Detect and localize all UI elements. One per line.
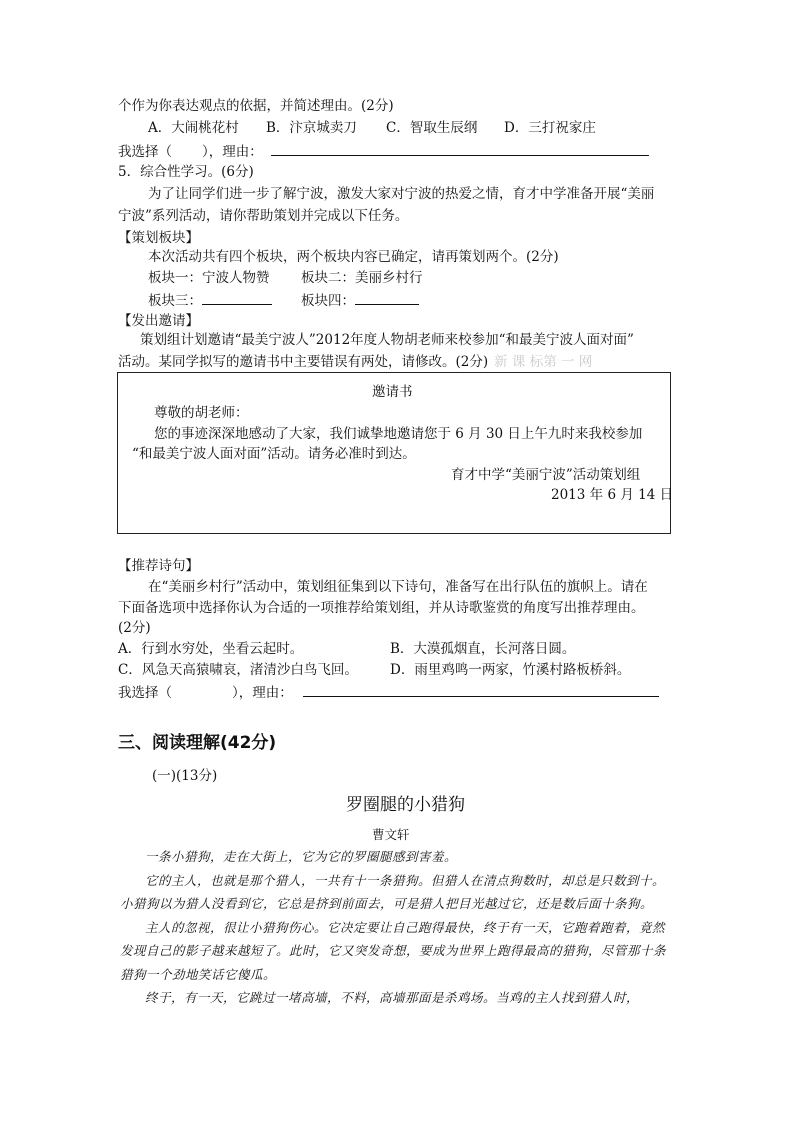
- letter-greeting: 尊敬的胡老师：: [154, 405, 249, 421]
- story-author: 曹文轩: [372, 827, 410, 842]
- poem-option-a: A．行到水穷处，坐看云起时。: [118, 641, 304, 657]
- invite-desc-line1: 策划组计划邀请“最美宁波人”2012年度人物胡老师来校参加“和最美宁波人面对面”: [140, 332, 634, 348]
- q4-answer-label: 我选择（: [118, 144, 172, 160]
- letter-body-line1: 您的事迹深深地感动了大家，我们诚挚地邀请您于 6 月 30 日上午九时来我校参加: [154, 426, 643, 442]
- invite-header: 【发出邀请】: [118, 313, 199, 329]
- story-body: [120, 845, 676, 1010]
- plan-block3-blank[interactable]: [202, 290, 272, 305]
- poem-reason-blank[interactable]: [303, 682, 659, 697]
- plan-block1: 板块一：宁波人物赞: [148, 270, 270, 286]
- q4-answer-line: [118, 141, 649, 162]
- q4-option-c: C．智取生辰纲: [386, 120, 478, 136]
- poem-option-c: C．风急天高猿啸哀，渚清沙白鸟飞回。: [118, 662, 358, 678]
- poem-answer-label: 我选择（: [118, 685, 172, 701]
- story-title: 罗圈腿的小猎狗: [346, 795, 465, 815]
- plan-block4: 板块四：: [301, 293, 355, 309]
- letter-title: 邀请书: [372, 384, 413, 400]
- plan-block4-line: [301, 290, 419, 311]
- q5-intro-line2: 宁波”系列活动，请你帮助策划并完成以下任务。: [118, 208, 409, 224]
- story-paragraph-2: 它的主人，也就是那个猎人，一共有十一条猎狗。但猎人在清点狗数时，却总是只数到十。小猎狗以为猎人没看到它，它总是挤到前面去，可是猎人把目光越过它，还是数后面十条狗。: [120, 872, 666, 911]
- q5-intro-line1: 为了让同学们进一步了解宁波，激发大家对宁波的热爱之情，育才中学准备开展“美丽: [148, 186, 655, 202]
- q4-option-a: A．大闹桃花村: [148, 120, 239, 136]
- plan-block2: 板块二：美丽乡村行: [301, 270, 423, 286]
- plan-block3-line: [148, 290, 272, 311]
- q4-option-b: B．汴京城卖刀: [266, 120, 357, 136]
- q4-intro: 个作为你表达观点的依据，并简述理由。(2分): [118, 98, 394, 114]
- poem-answer-mid: ），理由：: [232, 685, 293, 701]
- plan-header: 【策划板块】: [118, 230, 199, 246]
- plan-block4-blank[interactable]: [355, 290, 419, 305]
- q4-option-d: D．三打祝家庄: [504, 120, 596, 136]
- invite-desc-line2: [118, 352, 592, 372]
- letter-body-line2: “和最美宁波人面对面”活动。请务必准时到达。: [132, 446, 416, 462]
- poem-desc-line2: 下面备选项中选择你认为合适的一项推荐给策划组，并从诗歌鉴赏的角度写出推荐理由。: [118, 600, 645, 616]
- story-paragraph-3: 主人的忽视，很让小猎狗伤心。它决定要让自己跑得最快，终于有一天，它跑着跑着，竟然发现自己的影子越来越短了。此时，它又突发奇想，要成为世界上跑得最高的猎狗，尽管那十条猎狗一个劲地笑话它傻瓜。: [120, 919, 667, 982]
- poem-option-b: B．大漠孤烟直，长河落日圆。: [390, 641, 576, 657]
- poem-header: 【推荐诗句】: [118, 558, 199, 574]
- plan-desc: 本次活动共有四个板块，两个板块内容已确定，请再策划两个。(2分): [148, 249, 559, 265]
- poem-answer-line: [118, 682, 659, 703]
- q5-title: 5．综合性学习。(6分): [118, 164, 254, 180]
- story-paragraph-1: 一条小猎狗，走在大街上，它为它的罗圈腿感到害羞。: [145, 849, 458, 864]
- letter-date: 2013 年 6 月 14 日: [551, 487, 674, 503]
- section3-title: 三、阅读理解(42分): [118, 733, 277, 753]
- poem-desc-line1: 在“美丽乡村行”活动中，策划组征集到以下诗句，准备写在出行队伍的旗帜上。请在: [148, 579, 648, 595]
- poem-option-d: D．雨里鸡鸣一两家，竹溪村路板桥斜。: [390, 662, 631, 678]
- poem-desc-line3: (2分): [118, 620, 151, 636]
- story-paragraph-4: 终于，有一天，它跳过一堵高墙，不料，高墙那面是杀鸡场。当鸡的主人找到猎人时，: [145, 990, 640, 1005]
- plan-block3: 板块三：: [148, 293, 202, 309]
- q4-answer-mid: ），理由：: [202, 144, 263, 160]
- section3-part1: (一)(13分): [152, 768, 218, 784]
- invite-desc-text: 活动。某同学拟写的邀请书中主要错误有两处，请修改。(2分): [118, 354, 489, 370]
- q4-reason-blank[interactable]: [271, 141, 649, 156]
- letter-signature: 育才中学“美丽宁波”活动策划组: [451, 467, 641, 483]
- watermark-text: 新 课 标第 一 网: [494, 354, 593, 370]
